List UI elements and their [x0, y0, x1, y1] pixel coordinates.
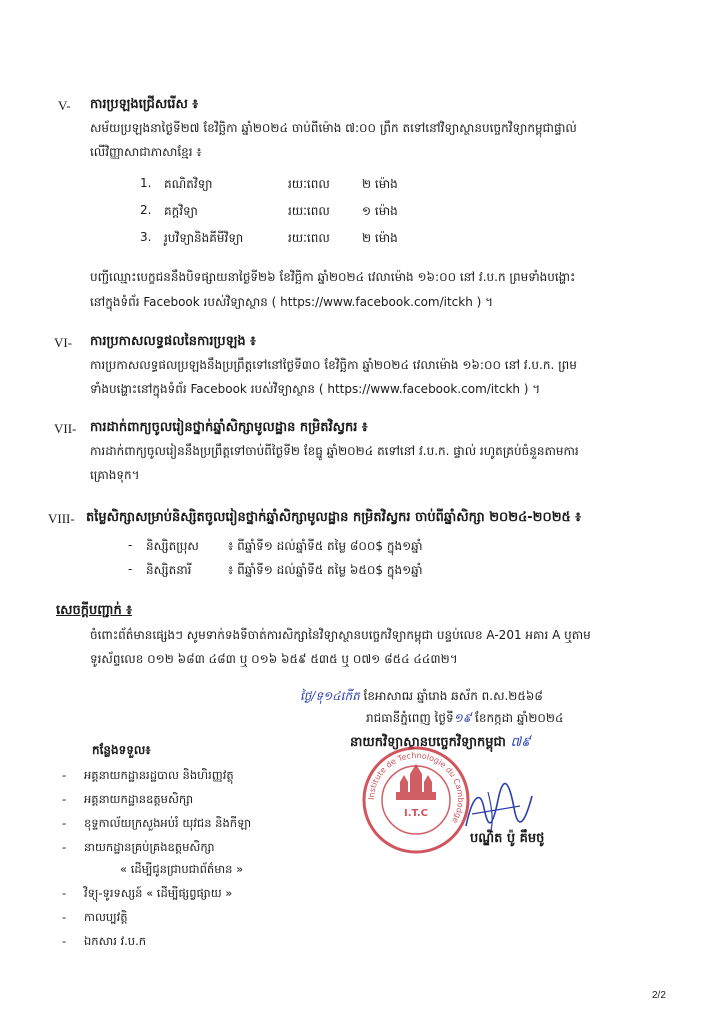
subject-duration-label: រយៈពេល — [288, 231, 330, 245]
cc-item: - នាយកដ្ឋានគ្រប់គ្រងឧត្តមសិក្សា — [62, 840, 215, 854]
director-title: នាយកវិទ្យាស្ថានបច្ចេកវិទ្យាកម្ពុជា — [350, 735, 506, 750]
handwritten-mark: ៧៩ — [510, 735, 531, 750]
section-vii-line2: គ្រោងទុក។ — [90, 468, 140, 482]
cc-item-note: « ដើម្បីជូនជ្រាបជាព័ត៌មាន » — [120, 862, 244, 876]
cc-item: - វិទ្យុ-ទូរទស្សន៍ « ដើម្បីផ្សព្វផ្សាយ » — [62, 886, 233, 900]
signature-place-line — [366, 710, 564, 728]
section-vii-line1: ការដាក់ពាក្យចូលរៀននឹងប្រព្រឹត្តទៅចាប់ពីថ្ងៃទី២ ខែធ្នូ ឆ្នាំ២០២៤ តទៅនៅ វ.ប.ក. ផ្ទាល់ រហូតគ្រប់ចំនួនតាមការ — [90, 444, 579, 458]
lunar-date: ខែអាសាឍ ឆ្នាំរោង ឆស័ក ព.ស.២៥៦៨ — [363, 689, 543, 703]
section-v-heading: ការប្រឡងជ្រើសរើស ៖ — [90, 97, 199, 112]
section-vi-number: VI- — [54, 335, 73, 350]
section-viii-number: VIII- — [48, 511, 75, 526]
subject-duration: ២ ម៉ោង — [362, 231, 398, 245]
cc-item: - កាលប្បវត្តិ — [62, 910, 128, 924]
fee-dash: - — [128, 538, 133, 552]
subject-number: 2. — [140, 203, 152, 217]
note-line1: ចំពោះព័ត៌មានផ្សេងៗ សូមទាក់ទងទីចាត់ការសិក្សានៃវិទ្យាស្ថានបច្ចេកវិទ្យាកម្ពុជា បន្ទប់លេខ A-201 អគារ A ឬតាម — [90, 628, 591, 642]
note-heading: សេចក្តីបញ្ជាក់ ៖ — [56, 603, 133, 618]
subject-name: រូបវិទ្យានិងគីមីវិទ្យា — [164, 231, 244, 245]
handwritten-date: ថ្ងៃ/ទុ១៤កើត — [300, 689, 360, 703]
candidate-list-line2: នៅក្នុងទំព័រ Facebook របស់វិទ្យាស្ថាន ( https://www.facebook.com/itckh ) ។ — [90, 295, 494, 309]
section-v-number: V- — [58, 98, 71, 113]
stamp-text: Institute de Technologie du Cambodge — [366, 750, 466, 825]
stamp-abbreviation: I.T.C — [404, 808, 428, 819]
fee-dash: - — [128, 562, 133, 576]
cc-item: - ខុទ្ទកាល័យក្រសួងអប់រំ យុវជន និងកីឡា — [62, 816, 252, 830]
place-prefix: រាជធានីភ្នំពេញ ថ្ងៃទី — [366, 711, 454, 725]
cc-item: - ឯកសារ វ.ប.ក — [62, 934, 147, 948]
handwritten-signature — [458, 778, 538, 838]
director-name: បណ្ឌិត ប៉ូ គឹមថូ — [470, 831, 545, 846]
cc-item: - អគ្គនាយកដ្ឋានឧត្តមសិក្សា — [62, 792, 194, 806]
fee-detail: ៖ ពីឆ្នាំទី១ ដល់ឆ្នាំទី៥ តម្លៃ ៨០០$ ក្នុង១ឆ្នាំ — [228, 539, 423, 553]
subject-duration: ១ ម៉ោង — [362, 204, 398, 218]
subject-duration-label: រយៈពេល — [288, 204, 330, 218]
fee-student-type: និស្សិតនារី — [146, 563, 192, 577]
section-v-line1: សម័យប្រឡងនាថ្ងៃទី២៧ ខែវិច្ឆិកា ឆ្នាំ២០២៤ ចាប់ពីម៉ោង ៧:០០ ព្រឹក តទៅនៅវិទ្យាស្ថានបច្ចេកវិទ្យាកម្ពុជាផ្ទាល់ — [90, 121, 577, 135]
handwritten-day: ១៩ — [453, 711, 472, 725]
section-vi-heading: ការប្រកាសលទ្ធផលនៃការប្រឡង ៖ — [90, 334, 256, 349]
month-year: ខែកក្កដា ឆ្នាំ២០២៤ — [475, 711, 564, 725]
section-vi-line2: ទាំងបង្ហោះនៅក្នុងទំព័រ Facebook របស់វិទ្យាស្ថាន ( https://www.facebook.com/itckh ) ។ — [90, 382, 541, 396]
note-line2: ទូរស័ព្ទលេខ ០១២ ៦៨៣ ៤៨៣ ឬ ០១៦ ៦៥៩ ៥៣៥ ឬ ០៧១ ៨៥៤ ៤៤៣២។ — [90, 652, 458, 666]
subject-number: 3. — [140, 230, 152, 244]
page-number: 2/2 — [652, 990, 666, 1001]
subject-duration: ២ ម៉ោង — [362, 177, 398, 191]
section-v-line2: លើវិញ្ញាសាជាភាសាខ្មែរ ៖ — [90, 145, 202, 159]
cc-item: - អគ្គនាយកដ្ឋានរដ្ឋបាល និងហិរញ្ញវត្ថុ — [62, 768, 234, 782]
subject-name: គក្តវិទ្យា — [164, 204, 198, 218]
section-vi-line1: ការប្រកាសលទ្ធផលប្រឡងនឹងប្រព្រឹត្តទៅនៅថ្ងៃទី៣០ ខែវិច្ឆិកា ឆ្នាំ២០២៤ វេលាម៉ោង ១៦:០០ នៅ វ.ប.ក. ព្រម — [90, 358, 577, 372]
subject-name: គណិតវិទ្យា — [164, 177, 213, 191]
subject-duration-label: រយៈពេល — [288, 177, 330, 191]
fee-student-type: និស្សិតប្រុស — [146, 539, 199, 553]
candidate-list-line1: បញ្ជីឈ្មោះបេក្ខជននឹងបិទផ្សាយនាថ្ងៃទី២៦ ខែវិច្ឆិកា ឆ្នាំ២០២៤ វេលាម៉ោង ១៦:០០ នៅ វ.ប.ក ព្រមទាំងបង្ហោះ — [90, 270, 576, 284]
section-vii-number: VII- — [54, 421, 77, 436]
section-vii-heading: ការដាក់ពាក្យចូលរៀនថ្នាក់ឆ្នាំសិក្សាមូលដ្ឋាន កម្រិតវិស្វករ ៖ — [90, 420, 368, 435]
subject-number: 1. — [140, 176, 152, 190]
signature-date-line — [300, 688, 543, 706]
section-viii-heading: តម្លៃសិក្សាសម្រាប់និស្សិតចូលរៀនថ្នាក់ឆ្នាំសិក្សាមូលដ្ឋាន កម្រិតវិស្វករ ចាប់ពីឆ្នាំសិក្សា ២០២៤-២០២៥ ៖ — [86, 510, 582, 525]
fee-detail: ៖ ពីឆ្នាំទី១ ដល់ឆ្នាំទី៥ តម្លៃ ៦៥០$ ក្នុង១ឆ្នាំ — [228, 563, 423, 577]
official-stamp — [360, 744, 472, 856]
cc-heading: កន្លែងទទួល៖ — [92, 743, 151, 757]
